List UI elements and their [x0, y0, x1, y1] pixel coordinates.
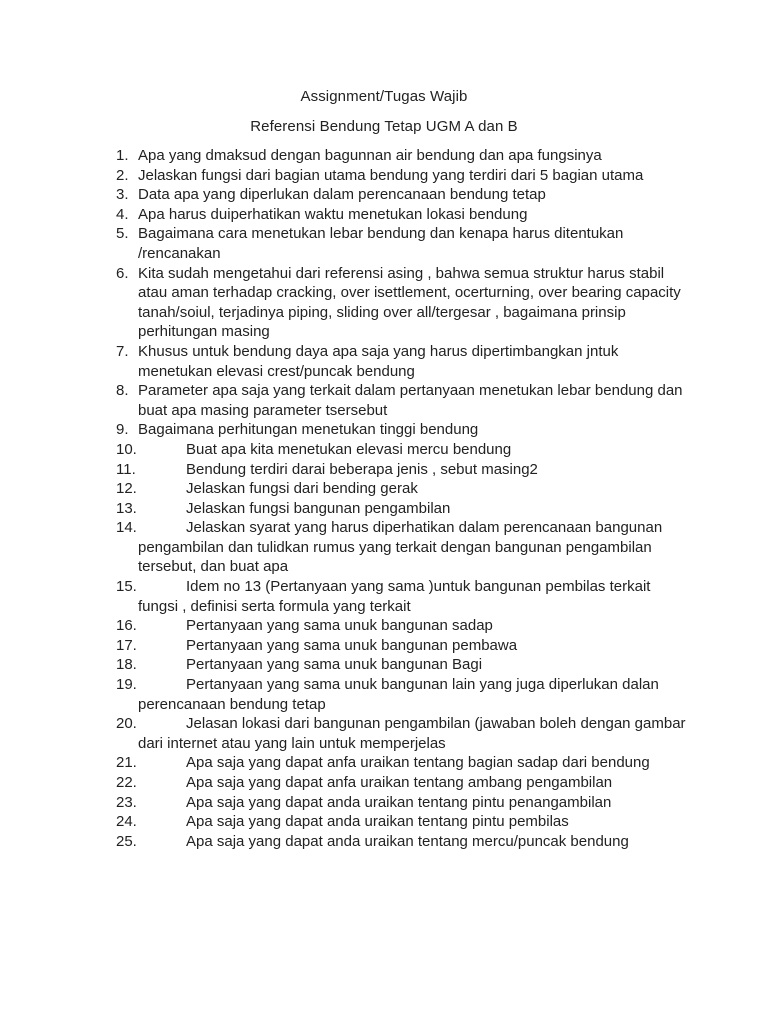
- question-number: 10.: [116, 440, 137, 458]
- question-item: [116, 460, 686, 480]
- question-text: Apa saja yang dapat anfa uraikan tentang ambang pengambilan: [186, 774, 613, 791]
- question-text: Jelaskan syarat yang harus diperhatikan dalam perencanaan bangunan pengambilan dan tulidkan rumus yang terkait dengan bangunan pengambilan tersebut, dan buat apa: [138, 519, 663, 576]
- question-text: Parameter apa saja yang terkait dalam pertanyaan menetukan lebar bendung dan buat apa masing parameter tsersebut: [138, 382, 683, 419]
- question-text: Bendung terdiri darai beberapa jenis , sebut masing2: [186, 460, 538, 478]
- question-item: [116, 793, 686, 813]
- question-text: Apa saja yang dapat anda uraikan tentang mercu/puncak bendung: [186, 832, 629, 850]
- question-item: [116, 224, 686, 263]
- question-item: [116, 773, 686, 793]
- question-text: Pertanyaan yang sama unuk bangunan Bagi: [186, 656, 483, 674]
- document-title: Assignment/Tugas Wajib: [300, 88, 468, 105]
- question-text: Jelasan lokasi dari bangunan pengambilan (jawaban boleh dengan gambar dari internet atau yang lain untuk memperjelas: [138, 715, 686, 752]
- question-text: Apa harus duiperhatikan waktu menetukan lokasi bendung: [138, 205, 528, 223]
- question-item: [116, 264, 686, 342]
- question-item: [116, 479, 686, 499]
- question-number: 21.: [116, 754, 137, 772]
- question-text: Apa yang dmaksud dengan bagunnan air bendung dan apa fungsinya: [138, 147, 602, 164]
- question-text: Pertanyaan yang sama unuk bangunan pembawa: [186, 636, 518, 654]
- question-item: [116, 812, 686, 832]
- question-item: [116, 381, 686, 420]
- question-number: 24.: [116, 813, 137, 831]
- question-number: 15.: [116, 578, 137, 596]
- question-number: 12.: [116, 480, 137, 498]
- question-number: 7.: [116, 342, 129, 360]
- question-item: [116, 166, 686, 186]
- question-item: [116, 753, 686, 773]
- question-text: Apa saja yang dapat anda uraikan tentang pintu penangambilan: [186, 793, 612, 811]
- question-text: Apa saja yang dapat anda uraikan tentang pintu pembilas: [186, 813, 569, 831]
- question-number: 20.: [116, 715, 137, 733]
- question-item: [116, 420, 686, 440]
- question-item: [116, 675, 686, 714]
- question-item: [116, 146, 686, 166]
- question-number: 19.: [116, 676, 137, 694]
- question-text: Pertanyaan yang sama unuk bangunan lain yang juga diperlukan dalan perencanaan bendung tetap: [138, 676, 659, 713]
- question-number: 5.: [116, 225, 129, 243]
- question-number: 17.: [116, 636, 137, 654]
- question-number: 4.: [116, 205, 129, 223]
- question-text: Data apa yang diperlukan dalam perencanaan bendung tetap: [138, 186, 546, 204]
- question-text: Buat apa kita menetukan elevasi mercu bendung: [186, 440, 512, 458]
- question-number: 6.: [116, 264, 129, 282]
- document-subtitle: Referensi Bendung Tetap UGM A dan B: [250, 118, 518, 135]
- question-item: [116, 342, 686, 381]
- question-number: 25.: [116, 832, 137, 850]
- question-item: [116, 440, 686, 460]
- question-item: [116, 205, 686, 225]
- question-number: 23.: [116, 793, 137, 811]
- question-item: [116, 636, 686, 656]
- question-text: Bagaimana cara menetukan lebar bendung dan kenapa harus ditentukan /rencanakan: [138, 225, 624, 262]
- question-number: 9.: [116, 421, 129, 439]
- question-number: 3.: [116, 186, 129, 204]
- question-item: [116, 518, 686, 577]
- question-item: [116, 185, 686, 205]
- question-text: Idem no 13 (Pertanyaan yang sama )untuk bangunan pembilas terkait fungsi , definisi serta formula yang terkait: [138, 578, 651, 615]
- question-item: [116, 655, 686, 675]
- question-text: Jelaskan fungsi dari bagian utama bendung yang terdiri dari 5 bagian utama: [138, 166, 644, 184]
- question-text: Kita sudah mengetahui dari referensi asing , bahwa semua struktur harus stabil atau aman terhadap cracking, over isettlement, ocerturning, over bearing capacity tanah/soiul, terjadinya piping, sliding over all/tergesar , bagaimana prinsip perhitungan masing: [138, 264, 681, 341]
- question-item: [116, 577, 686, 616]
- question-text: Jelaskan fungsi bangunan pengambilan: [186, 499, 451, 517]
- question-item: [116, 832, 686, 852]
- question-number: 2.: [116, 166, 129, 184]
- question-text: Bagaimana perhitungan menetukan tinggi bendung: [138, 421, 479, 439]
- question-list: [116, 146, 686, 851]
- question-text: Pertanyaan yang sama unuk bangunan sadap: [186, 617, 493, 635]
- question-item: [116, 714, 686, 753]
- question-number: 14.: [116, 519, 137, 537]
- question-number: 11.: [116, 460, 136, 478]
- question-text: Jelaskan fungsi dari bending gerak: [186, 480, 418, 498]
- question-text: Apa saja yang dapat anfa uraikan tentang bagian sadap dari bendung: [186, 754, 650, 772]
- question-number: 8.: [116, 382, 129, 400]
- question-text: Khusus untuk bendung daya apa saja yang harus dipertimbangkan jntuk menetukan elevasi crest/puncak bendung: [138, 342, 619, 380]
- question-number: 16.: [116, 617, 137, 635]
- question-number: 13.: [116, 499, 137, 517]
- question-number: 22.: [116, 774, 137, 791]
- question-item: [116, 499, 686, 519]
- question-number: 18.: [116, 656, 137, 674]
- question-item: [116, 616, 686, 636]
- question-number: 1.: [116, 147, 129, 164]
